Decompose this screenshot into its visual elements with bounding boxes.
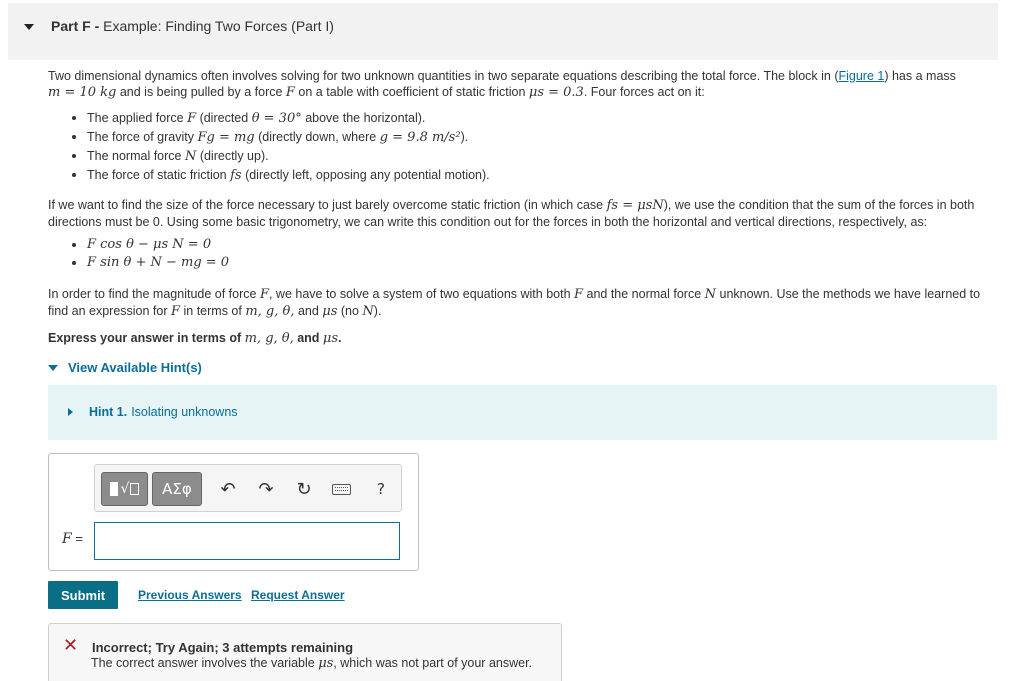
answer-input[interactable] — [94, 522, 400, 560]
view-hints-toggle[interactable] — [48, 360, 202, 375]
feedback-text: The correct answer involves the variable μs, which was not part of your answer. — [91, 656, 533, 671]
hint-title: Isolating unknowns — [131, 405, 238, 419]
math-toolbar — [94, 464, 402, 512]
intro-text-4: on a table with coefficient of static friction — [294, 85, 529, 99]
templates-button[interactable] — [101, 472, 148, 506]
submit-button[interactable]: Submit — [48, 581, 118, 609]
feedback-title: Incorrect; Try Again; 3 attempts remaining — [92, 640, 354, 655]
triangle-down-icon — [48, 365, 58, 371]
intro-paragraph — [48, 68, 996, 101]
request-answer-link[interactable]: Request Answer — [251, 588, 345, 602]
intro-text-2: ) has a mass — [884, 69, 956, 83]
intro-text-5: . Four forces act on it: — [583, 85, 705, 99]
list-item: The applied force F (directed θ = 30° above the horizontal). — [70, 109, 996, 128]
figure-link[interactable]: Figure 1 — [838, 69, 885, 83]
template-block-icon — [110, 482, 118, 496]
incorrect-x-icon: ✕ — [63, 635, 79, 656]
equations-list — [70, 236, 996, 272]
redo-icon[interactable]: ↷ — [258, 478, 274, 500]
part-header — [8, 3, 998, 60]
condition-paragraph: If we want to find the size of the force necessary to just barely overcome static friction (in which case fs = μsN), we use the condition that the sum of the forces in both directions must be 0. Using some basic trigonometry, we can write this condition out for the forces in both the horizontal and vertical directions, respectively, as: — [48, 198, 975, 229]
help-button[interactable]: ? — [377, 480, 385, 498]
problem-content — [48, 68, 996, 347]
undo-icon[interactable]: ↶ — [220, 478, 236, 500]
part-label: Part F - — [51, 18, 100, 34]
feedback-box — [48, 623, 562, 681]
answer-box — [48, 453, 419, 571]
part-title-text: Example: Finding Two Forces (Part I) — [103, 18, 334, 34]
list-item: The force of gravity Fg = mg (directly down, where g = 9.8 m/s²). — [70, 128, 996, 147]
mu-equation: μs = 0.3 — [528, 85, 584, 100]
part-title — [51, 18, 334, 34]
previous-answers-link[interactable]: Previous Answers — [138, 588, 242, 602]
answer-label: F = — [62, 531, 83, 547]
greek-symbols-button[interactable]: ΑΣφ — [152, 472, 202, 506]
template-box-icon — [130, 483, 139, 495]
keyboard-icon[interactable] — [329, 477, 353, 501]
view-hints-label: View Available Hint(s) — [68, 360, 202, 375]
hints-panel — [48, 385, 997, 440]
triangle-right-icon — [68, 408, 73, 416]
hint-1[interactable] — [68, 405, 238, 419]
intro-text-1: Two dimensional dynamics often involves solving for two unknown quantities in two separate equations describing the total force. The block in ( — [48, 69, 839, 83]
mass-equation: m = 10 kg — [48, 85, 117, 100]
keyboard-shape — [332, 484, 351, 495]
equation-item: F sin θ + N − mg = 0 — [70, 254, 996, 272]
hint-number: Hint 1. — [89, 405, 128, 419]
force-variable: F — [285, 85, 295, 100]
radical-icon: √ — [120, 481, 130, 497]
collapse-triangle-icon[interactable] — [24, 24, 34, 30]
list-item: The normal force N (directly up). — [70, 147, 996, 166]
intro-text-3: and is being pulled by a force — [116, 85, 286, 99]
reset-icon[interactable]: ↻ — [296, 478, 312, 500]
equation-item: F cos θ − μs N = 0 — [70, 236, 996, 254]
list-item: The force of static friction fs (directly left, opposing any potential motion). — [70, 166, 996, 185]
express-instruction: Express your answer in terms of m, g, θ, and μs. — [48, 331, 342, 346]
solve-paragraph: In order to find the magnitude of force F, we have to solve a system of two equations with both F and the normal force N unknown. Use the methods we have learned to find an expression for F in terms of m, g, θ, and μs (no N). — [48, 287, 981, 319]
forces-list — [70, 109, 996, 185]
